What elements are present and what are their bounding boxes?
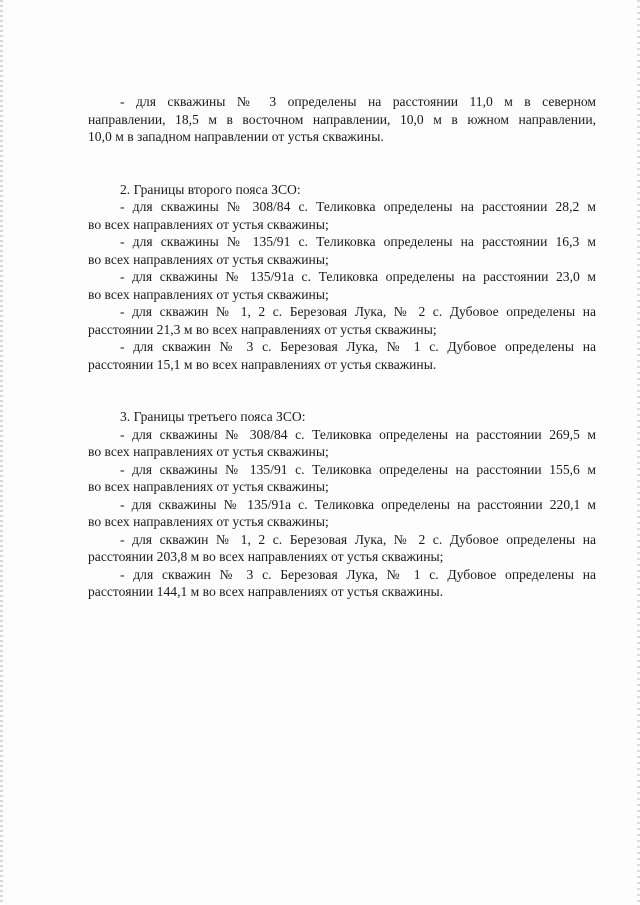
section-3-item-3-line-2: во всех направлениях от устья скважины; — [88, 514, 329, 529]
intro-line-1: - для скважины № 3 определены на расстоянии 11,0 м в северном — [120, 94, 596, 109]
section-3-item-4-line-2: расстоянии 203,8 м во всех направлениях от устья скважины; — [88, 549, 444, 564]
section-3-item-5-line-1: - для скважин № 3 с. Березовая Лука, № 1 с. Дубовое определены на — [120, 566, 596, 582]
section-2-item-1-line-1: - для скважины № 308/84 с. Теликовка определены на расстоянии 28,2 м — [120, 199, 596, 214]
section-3-item-2-line-2: во всех направлениях от устья скважины; — [88, 479, 329, 494]
document-body — [88, 93, 596, 601]
section-2-item-2-line-1: - для скважины № 135/91 с. Теликовка определены на расстоянии 16,3 м — [120, 234, 596, 249]
section-3-heading: 3. Границы третьего пояса ЗСО: — [120, 409, 306, 424]
section-2-heading: 2. Границы второго пояса ЗСО: — [120, 181, 301, 197]
section-3-item-3-line-1: - для скважины № 135/91а с. Теликовка определены на расстоянии 220,1 м — [120, 496, 596, 512]
section-3-item-5-line-2: расстоянии 144,1 м во всех направлениях от устья скважины. — [88, 584, 444, 599]
section-2-item-3-line-1: - для скважины № 135/91а с. Теликовка определены на расстоянии 23,0 м — [120, 269, 596, 284]
section-2-item-5-line-1: - для скважин № 3 с. Березовая Лука, № 1 с. Дубовое определены на — [120, 339, 596, 354]
section-2-item-1-line-2: во всех направлениях от устья скважины; — [88, 216, 329, 232]
section-3-item-1-line-1: - для скважины № 308/84 с. Теликовка определены на расстоянии 269,5 м — [120, 426, 596, 442]
scan-edge-left — [0, 0, 3, 905]
section-3-item-2-line-1: - для скважины № 135/91 с. Теликовка определены на расстоянии 155,6 м — [120, 461, 596, 477]
section-2-item-5-line-2: расстоянии 15,1 м во всех направлениях от устья скважины. — [88, 356, 437, 372]
section-2-item-3-line-2: во всех направлениях от устья скважины; — [88, 286, 329, 302]
section-3-item-4-line-1: - для скважин № 1, 2 с. Березовая Лука, № 2 с. Дубовое определены на — [120, 531, 596, 547]
section-3-item-1-line-2: во всех направлениях от устья скважины; — [88, 444, 329, 459]
intro-line-3: 10,0 м в западном направлении от устья скважины. — [88, 129, 384, 144]
section-2-item-2-line-2: во всех направлениях от устья скважины; — [88, 251, 329, 267]
intro-line-2: направлении, 18,5 м в восточном направлении, 10,0 м в южном направлении, — [88, 111, 596, 127]
section-2-item-4-line-2: расстоянии 21,3 м во всех направлениях от устья скважины; — [88, 321, 437, 337]
section-2-item-4-line-1: - для скважин № 1, 2 с. Березовая Лука, № 2 с. Дубовое определены на — [120, 304, 596, 319]
